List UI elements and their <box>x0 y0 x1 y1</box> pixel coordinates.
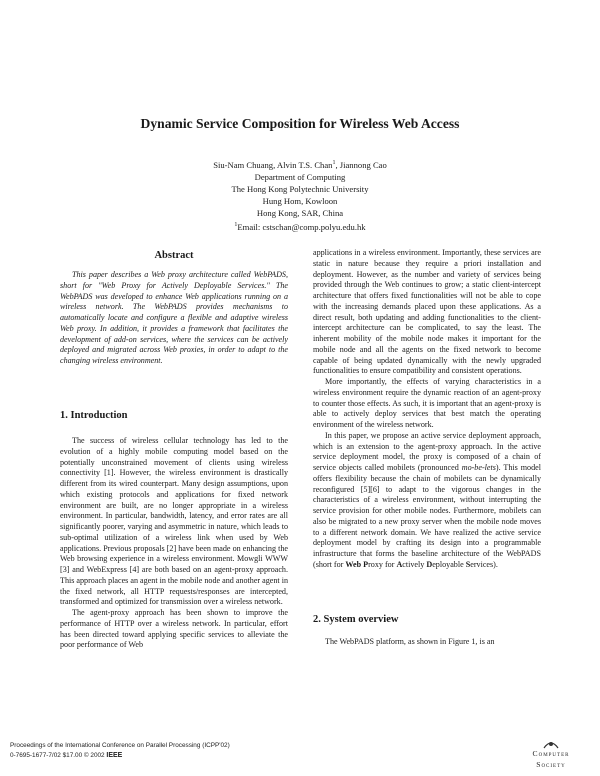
author-block <box>150 157 450 233</box>
system-overview-body <box>313 637 541 648</box>
computer-society-logo <box>512 738 590 776</box>
author-names: Siu-Nam Chuang, Alvin T.S. Chan$^1$, Jiannong Cao <box>213 159 387 170</box>
affiliation-line: The Hong Kong Polytechnic University <box>231 183 369 194</box>
logo-line-1: Computer <box>532 749 570 758</box>
author-email: $^1$Email: cstschan@comp.polyu.edu.hk <box>234 221 366 232</box>
ieee-label: IEEE <box>106 752 123 759</box>
abstract-heading: Abstract <box>154 250 194 261</box>
email-superscript: 1 <box>234 221 238 228</box>
paragraph: In this paper, we propose an active service deployment approach, which is an extension to the agent-proxy approach. In the active service deployment model, the proxy is composed of a chain of service objects called mobilets (pronounced mo-be-lets). This model offers flexibility because the chain of mobilets can be dynamically reconfigured [5][6] to adapt to the vigorous changes in the characteristics of a wireless environment, without interrupting the service provision for other mobile nodes. Furthermore, mobilets can also be migrated to a new proxy server when the mobile node moves to a different network domain. We have realized the active service deployment model by crafting its design into a programmable infrastructure that forms the baseline architecture of the WebPADS (short for Web Proxy for Actively Deployable Services). <box>313 430 541 569</box>
footer-proceedings: Proceedings of the International Conference on Parallel Processing (ICPP'02) <box>10 742 230 749</box>
introduction-heading: 1. Introduction <box>60 410 128 421</box>
paragraph: More importantly, the effects of varying characteristics in a wireless environment require the dynamic reaction of an agent-proxy to counter those effects. As such, it is important that an agent-proxy is able to actively deploy services that best match the operating environment of the wireless network. <box>313 377 541 429</box>
abstract-text: This paper describes a Web proxy architecture called WebPADS, short for "Web Proxy for Actively Deployable Services." The WebPADS was developed to enhance Web applications running on a wireless network. The WebPADS provides mechanisms to automatically locate and configure a flexible and adaptive wireless Web proxy. In addition, it provides a framework that facilitates the development of add-on services, where the services can be actively deployed and migrated across Web proxies, in order to adapt to the changing wireless environment. <box>60 270 288 365</box>
author-superscript: 1 <box>332 160 336 166</box>
paper-title: Dynamic Service Composition for Wireless Web Access <box>140 116 460 131</box>
affiliation-line: Department of Computing <box>254 171 346 182</box>
computer-society-icon <box>543 738 559 749</box>
affiliation-line: Hung Hom, Kowloon <box>262 195 338 206</box>
affiliation-line: Hong Kong, SAR, China <box>256 207 344 218</box>
paragraph: The WebPADS platform, as shown in Figure 1, is an <box>325 637 495 646</box>
logo-line-2: Society <box>536 760 566 769</box>
paragraph: applications in a wireless environment. Importantly, these services are static in nature because they require a priori installation and deployment. However, as the number and variety of services being provided through the Web continues to grow; a static client-intercept architecture that offers fixed functionalities will not be able to cope with the increasing demands placed upon these applications. As a direct result, both updating and adding functionalities to the client-intercept architecture can be complicated, to say the least. The inherent mobility of the mobile node makes it important for the mobile node and all the agents on the fixed network to become capable of being updated dynamically with the newly upgraded functionalities to ensure compatibility and consistent operations. <box>313 248 541 376</box>
paragraph: The success of wireless cellular technology has led to the evolution of a highly mobile computing model based on the potentially unconstrained movement of clients using wireless connectivity [1]. However, the wireless environment is drastically different from its wired counterpart. Many design assumptions, upon which existing protocols and applications for fixed network environment are built, are no longer appropriate in a wireless environment. In particular, bandwidth, latency, and error rates are all significantly poorer, varying and asymmetric in nature, which leads to sub-optimal utilization of a wireless link when used by Web applications. Previous proposals [2] have been made on enhancing the Web browsing experience in a wireless environment. Mowgli WWW [3] and WebExpress [4] are both based on an agent-proxy approach. This approach places an agent in the mobile node and another agent in the fixed network, all HTTP requests/responses are intercepted, transformed and optimized for transmission over a wireless network. <box>60 436 288 607</box>
introduction-body <box>60 436 288 651</box>
footer-isbn: 0-7695-1677-7/02 $17.00 © 2002 IEEE <box>10 752 123 759</box>
right-column-body <box>313 248 541 571</box>
footer <box>10 741 230 761</box>
abstract-body <box>60 270 288 367</box>
paragraph: The agent-proxy approach has been shown to improve the performance of HTTP over a wireless network. In particular, effort has been directed toward applying specific services to alleviate the poor performance of Web <box>60 608 288 650</box>
system-overview-heading: 2. System overview <box>313 614 399 625</box>
